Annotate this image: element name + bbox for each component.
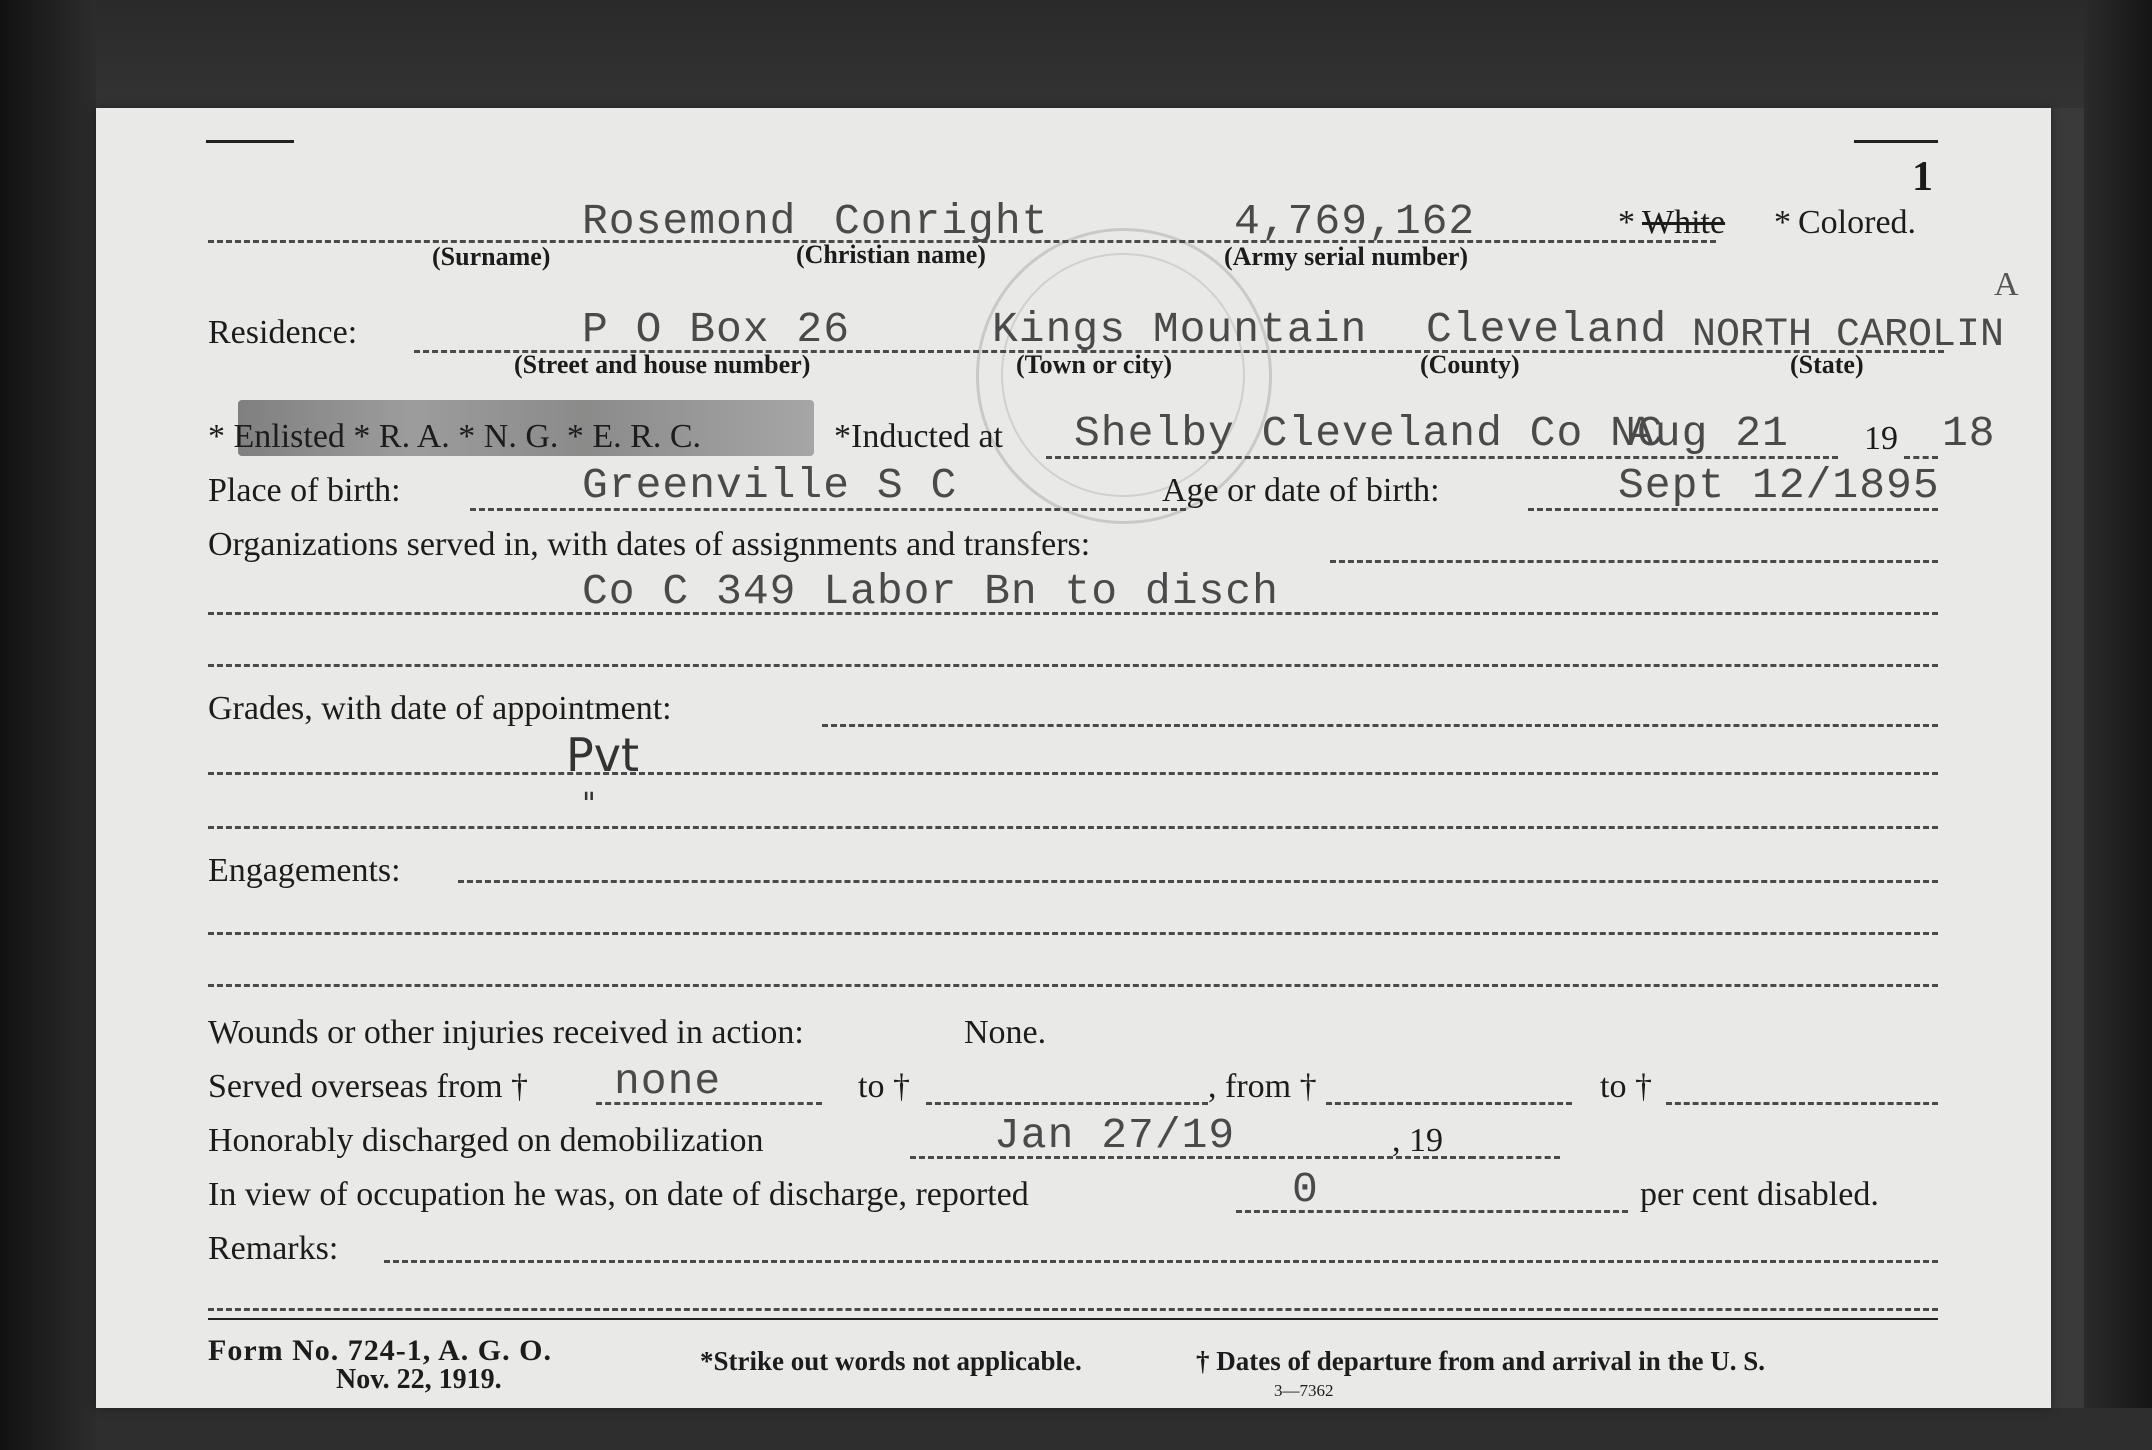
card-number: 1 [1912,154,1933,200]
grades-line-1 [822,724,1938,727]
birth-date-label: Age or date of birth: [1162,472,1440,509]
race-white: White [1642,204,1726,241]
race-colored: Colored. [1798,204,1917,241]
footer-rule [208,1318,1938,1320]
overseas-to-label: to † [858,1068,910,1105]
caption-county: (County) [1420,350,1520,379]
discharge-year-line [1470,1156,1560,1159]
footnote-dates: † Dates of departure from and arrival in the U. S. [1196,1346,1765,1376]
grades-line-2 [208,772,1938,775]
inducted-place-value: Shelby Cleveland Co NC [1074,409,1664,458]
scan-border-bottom [96,1408,2152,1450]
form-number: Form No. 724-1, A. G. O. [208,1334,552,1367]
remarks-line-1 [384,1260,1938,1263]
scan-border-left [0,0,96,1450]
birth-place-value: Greenville S C [582,461,958,510]
overseas-from-label: Served overseas from † [208,1068,529,1105]
state-value: NORTH CAROLIN [1692,313,2005,358]
inducted-date-value: Aug 21 [1628,409,1789,458]
corner-mark: A [1994,266,2019,303]
overseas-from-value: none [614,1057,722,1106]
inducted-year-prefix: 19 [1864,420,1898,457]
form-date: Nov. 22, 1919. [336,1364,502,1395]
residence-label: Residence: [208,314,358,351]
christian-name-value: Conright [834,197,1049,246]
grades-value: Pvt [566,728,639,782]
remarks-label: Remarks: [208,1230,339,1267]
disability-suffix: per cent disabled. [1640,1176,1879,1213]
record-card [96,108,2051,1408]
organizations-line-3 [208,664,1938,667]
top-right-rule [1854,140,1938,143]
asterisk-white: * [1618,204,1635,241]
organizations-line-1 [1330,560,1938,563]
overseas-to2-label: to † [1600,1068,1652,1105]
remarks-line-2 [208,1308,1938,1311]
enlistment-options: * Enlisted * R. A. * N. G. * E. R. C. [208,418,702,455]
grades-label: Grades, with date of appointment: [208,690,672,727]
overseas-to-line [926,1102,1208,1105]
overseas-from2-label: , from † [1208,1068,1317,1105]
scan-border-top [96,0,2152,108]
organizations-label: Organizations served in, with dates of assignments and transfers: [208,526,1091,563]
engagements-line-3 [208,984,1938,987]
inducted-label: *Inducted at [834,418,1003,455]
caption-state: (State) [1790,350,1864,379]
discharge-label: Honorably discharged on demobilization [208,1122,764,1159]
caption-serial: (Army serial number) [1224,242,1469,271]
inducted-year-line [1904,456,1938,459]
asterisk-colored: * [1774,204,1791,241]
overseas-to2-line [1666,1102,1938,1105]
wounds-label: Wounds or other injuries received in action: [208,1014,804,1051]
engagements-line-1 [458,880,1938,883]
disability-value: 0 [1292,1165,1319,1214]
wounds-value: None. [964,1014,1047,1051]
town-value: Kings Mountain [992,305,1368,354]
overseas-from2-line [1326,1102,1572,1105]
caption-christian: (Christian name) [796,240,986,269]
print-code: 3—7362 [1274,1381,1334,1400]
engagements-label: Engagements: [208,852,401,889]
caption-street: (Street and house number) [514,350,811,379]
caption-surname: (Surname) [432,242,551,271]
engagements-line-2 [208,932,1938,935]
grades-line-3 [208,826,1938,829]
birth-place-label: Place of birth: [208,472,401,509]
footnote-strike: *Strike out words not applicable. [700,1346,1082,1376]
scan-border-right [2084,0,2152,1450]
street-value: P O Box 26 [582,305,851,354]
birth-date-value: Sept 12/1895 [1618,461,1940,510]
top-left-rule [206,140,294,143]
serial-number-value: 4,769,162 [1234,197,1476,246]
inducted-year-value: 18 [1942,409,1996,458]
discharge-value: Jan 27/19 [994,1111,1236,1160]
disability-label: In view of occupation he was, on date of discharge, reported [208,1176,1029,1213]
discharge-year-label: , 19 [1392,1122,1443,1159]
organizations-value: Co C 349 Labor Bn to disch [582,567,1279,616]
surname-value: Rosemond [582,197,797,246]
county-value: Cleveland [1426,305,1668,354]
ditto-mark: " [582,787,596,822]
caption-town: (Town or city) [1016,350,1172,379]
